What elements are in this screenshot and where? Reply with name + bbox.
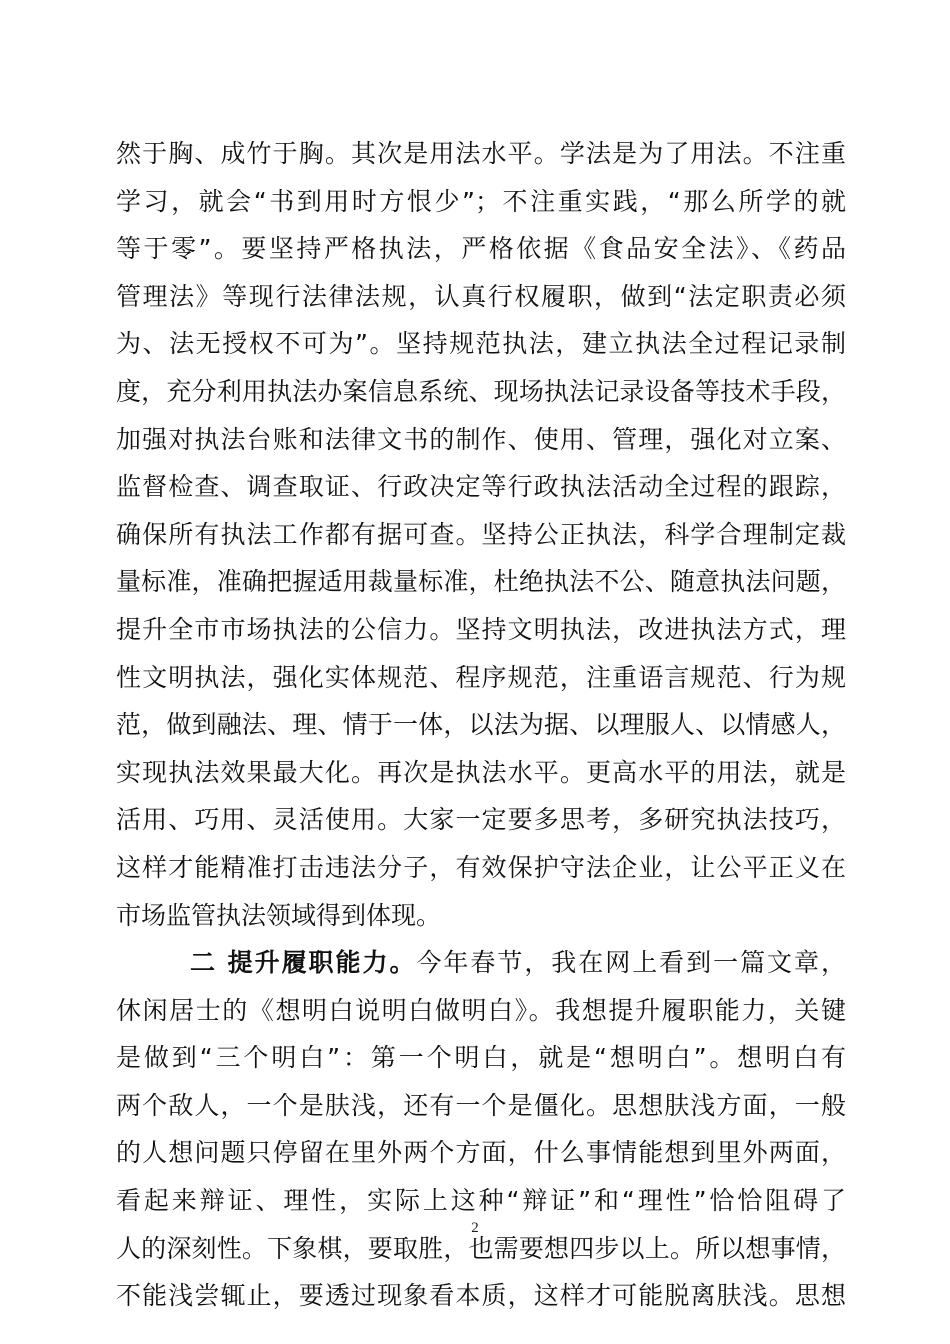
section-heading: 二 提升履职能力。 <box>190 948 417 978</box>
text-line: 市场监管执法领域得到体现。 <box>116 900 442 930</box>
text-line: 学习，就会“书到用时方恨少”；不注重实践，“那么所学的就 <box>116 186 846 216</box>
text-line: 度，充分利用执法办案信息系统、现场执法记录设备等技术手段， <box>116 376 846 406</box>
body-text <box>116 130 846 1320</box>
text-line: 等于零”。要坚持严格执法，严格依据《食品安全法》、《药品 <box>116 234 846 264</box>
text-line: 范，做到融法、理、情于一体，以法为据、以理服人、以情感人， <box>116 710 846 740</box>
text-line: 实现执法效果最大化。再次是执法水平。更高水平的用法，就是 <box>116 757 846 787</box>
text-line: 不能浅尝辄止，要透过现象看本质，这样才可能脱离肤浅。思想 <box>116 1281 846 1311</box>
text-line: 人的深刻性。下象棋，要取胜，也需要想四步以上。所以想事情， <box>116 1233 846 1263</box>
text-line: 确保所有执法工作都有据可查。坚持公正执法，科学合理制定裁 <box>116 519 846 549</box>
text-line: 是做到“三个明白”：第一个明白，就是“想明白”。想明白有 <box>116 1043 846 1073</box>
page-number: 2 <box>471 1220 479 1236</box>
section-first-line <box>116 939 846 987</box>
text-line: 管理法》等现行法律法规，认真行权履职，做到“法定职责必须 <box>116 281 846 311</box>
text-line: 活用、巧用、灵活使用。大家一定要多思考，多研究执法技巧， <box>116 805 846 835</box>
text-line: 然于胸、成竹于胸。其次是用法水平。学法是为了用法。不注重 <box>116 139 846 168</box>
text-line: 性文明执法，强化实体规范、程序规范，注重语言规范、行为规 <box>116 662 846 692</box>
text-line: 的人想问题只停留在里外两个方面，什么事情能想到里外两面， <box>116 1138 846 1168</box>
text-line: 加强对执法台账和法律文书的制作、使用、管理，强化对立案、 <box>116 424 846 454</box>
text-line: 为、法无授权不可为”。坚持规范执法，建立执法全过程记录制 <box>116 329 846 359</box>
text-line: 这样才能精准打击违法分子，有效保护守法企业，让公平正义在 <box>116 852 846 882</box>
text-line: 休闲居士的《想明白说明白做明白》。我想提升履职能力，关键 <box>116 995 846 1025</box>
text-line: 看起来辩证、理性，实际上这种“辩证”和“理性”恰恰阻碍了 <box>116 1186 846 1216</box>
text-line: 量标准，准确把握适用裁量标准，杜绝执法不公、随意执法问题， <box>116 567 846 597</box>
section-first-line-text: 今年春节，我在网上看到一篇文章， <box>416 948 846 978</box>
text-line: 提升全市市场执法的公信力。坚持文明执法，改进执法方式，理 <box>116 614 846 644</box>
text-line: 两个敌人，一个是肤浅，还有一个是僵化。思想肤浅方面，一般 <box>116 1090 846 1120</box>
text-line: 监督检查、调查取证、行政决定等行政执法活动全过程的跟踪， <box>116 472 846 502</box>
